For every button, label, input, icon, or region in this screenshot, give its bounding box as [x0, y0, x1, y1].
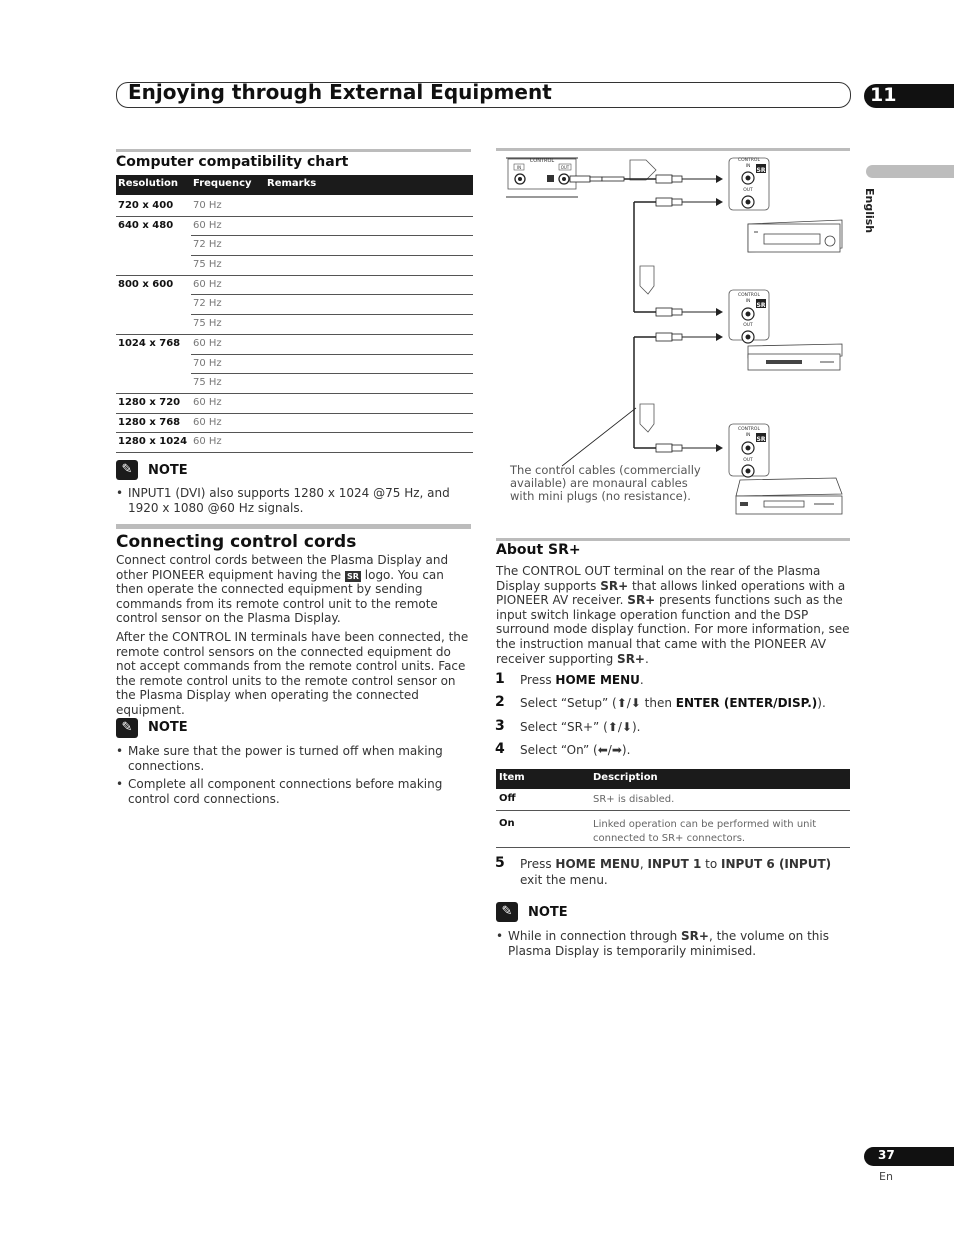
note-label: NOTE: [148, 720, 188, 735]
compat-heading: Computer compatibility chart: [116, 154, 349, 170]
note-bullet: • INPUT1 (DVI) also supports 1280 x 1024 @75 Hz, and 1920 x 1080 @60 Hz signals.: [116, 486, 450, 515]
resolution-cell: 800 x 600: [118, 278, 174, 290]
table-row: [116, 295, 473, 315]
page-number: 37: [878, 1148, 895, 1162]
cable-4: [656, 444, 723, 452]
sr-logo: SR: [756, 436, 766, 443]
step-text: Select “On” (⬅/➡).: [520, 743, 631, 757]
col-frequency: Frequency: [193, 178, 252, 189]
panel-in-label: IN: [516, 165, 522, 170]
device-out-label: OUT: [743, 323, 753, 328]
table-row: [116, 394, 473, 414]
frequency-cell: 60 Hz: [193, 396, 222, 408]
arrow-up-down-icon: ⬆/⬇: [607, 720, 632, 734]
arrow-left-right-icon: ⬅/➡: [597, 743, 622, 757]
cable-2: [634, 198, 723, 312]
plasma-control-panel: [506, 158, 578, 197]
frequency-cell: 75 Hz: [193, 259, 222, 271]
panel-out-label: OUT: [560, 165, 570, 170]
about-paragraph: The CONTROL OUT terminal on the rear of the Plasma Display supports SR+ that allows linked operations with a PIONEER AV receiver. SR+ presents functions such as the input switch linkage operation function and the DSP surround mode display function. For more information, see the instruction manual that came with the PIONEER AV receiver supporting SR+.: [496, 564, 850, 666]
col-item: Item: [499, 772, 525, 783]
language-label: English: [863, 188, 876, 234]
table-row: [116, 335, 473, 355]
resolution-cell: 1024 x 768: [118, 337, 181, 349]
diagram-caption: The control cables (commercially available) are monaural cables with mini plugs (no resistance).: [510, 463, 701, 503]
section-rule: [116, 149, 471, 152]
table-row: On Linked operation can be performed with unit connected to SR+ connectors.: [496, 814, 850, 848]
page-lang: En: [879, 1170, 893, 1183]
sr-settings-table: [496, 769, 850, 848]
device-control-label: CONTROL: [738, 427, 760, 432]
connecting-heading: Connecting control cords: [116, 532, 357, 552]
frequency-cell: 70 Hz: [193, 200, 222, 211]
device-1-connectors: [729, 157, 769, 210]
resolution-cell: 1280 x 1024: [118, 436, 188, 448]
sr-logo: SR: [756, 167, 766, 174]
sr-table-header: [496, 769, 850, 789]
step-number: 3: [495, 718, 505, 734]
table-row: [116, 374, 473, 394]
step-text: Select “Setup” (⬆/⬇ then ENTER (ENTER/DISP.)).: [520, 696, 826, 710]
col-remarks: Remarks: [267, 178, 317, 189]
compat-table: [116, 175, 473, 453]
frequency-cell: 75 Hz: [193, 377, 222, 389]
connecting-paragraph-1: Connect control cords between the Plasma Display and other PIONEER equipment having the SR logo. You can then operate the connected equipment by sending commands from its remote control unit to the remote control sensor on the Plasma Display.: [116, 553, 449, 626]
step-number: 5: [495, 855, 505, 871]
about-heading: About SR+: [496, 542, 581, 558]
device-out-label: OUT: [743, 458, 753, 463]
resolution-cell: 1280 x 720: [118, 396, 181, 408]
resolution-cell: 1280 x 768: [118, 416, 181, 428]
table-row: [116, 256, 473, 276]
device-control-label: CONTROL: [738, 158, 760, 163]
cd-recorder-drawing: [736, 478, 842, 514]
step-text: Press HOME MENU, INPUT 1 to INPUT 6 (INPUT) exit the menu.: [520, 857, 832, 887]
table-row: [116, 236, 473, 256]
arrow-up-down-icon: ⬆/⬇: [616, 696, 641, 710]
section-rule: [496, 538, 850, 541]
frequency-cell: 75 Hz: [193, 318, 222, 330]
table-row: Off SR+ is disabled.: [496, 789, 850, 811]
device-control-label: CONTROL: [738, 293, 760, 298]
device-in-label: IN: [745, 164, 751, 169]
sr-logo-inline: SR: [347, 571, 359, 581]
device-3-connectors: [729, 424, 769, 477]
device-2-connectors: [729, 290, 769, 343]
language-tab: [866, 165, 954, 178]
note-bullet: • While in connection through SR+, the volume on this Plasma Display is temporarily minimised.: [496, 929, 830, 958]
step-text: Press HOME MENU.: [520, 673, 644, 687]
step-text: Select “SR+” (⬆/⬇).: [520, 720, 641, 734]
note-label: NOTE: [528, 905, 568, 920]
device-out-label: OUT: [743, 188, 753, 193]
note-label: NOTE: [148, 463, 188, 478]
col-resolution: Resolution: [118, 178, 179, 189]
resolution-cell: 640 x 480: [118, 219, 174, 231]
frequency-cell: 70 Hz: [193, 357, 222, 369]
note-bullet: • Complete all component connections before making control cord connections.: [116, 777, 443, 806]
compat-table-header: [116, 175, 473, 195]
table-row: [116, 197, 473, 217]
frequency-cell: 72 Hz: [193, 239, 222, 251]
frequency-cell: 60 Hz: [193, 278, 222, 290]
av-receiver-drawing: [748, 220, 842, 252]
table-row: [116, 433, 473, 453]
page-title: Enjoying through External Equipment: [128, 80, 552, 104]
table-row: [116, 315, 473, 335]
device-in-label: IN: [745, 433, 751, 438]
frequency-cell: 60 Hz: [193, 337, 222, 349]
note-icon: ✎: [116, 718, 138, 738]
sr-logo: SR: [756, 302, 766, 309]
table-row: [116, 355, 473, 375]
step-number: 1: [495, 671, 505, 687]
frequency-cell: 60 Hz: [193, 219, 222, 231]
table-row: [116, 414, 473, 434]
connecting-paragraph-2: After the CONTROL IN terminals have been connected, the remote control sensors on the connected equipment do not accept commands from the remote control units. Face the remote control units to the remote control sensor on the Plasma Display when operating the connected equipment.: [116, 630, 469, 717]
table-row: [116, 276, 473, 296]
col-description: Description: [593, 772, 658, 783]
chapter-number: 11: [870, 84, 897, 106]
frequency-cell: 60 Hz: [193, 436, 222, 448]
compat-table-body: [116, 197, 473, 453]
step-number: 4: [495, 741, 505, 757]
note-icon: ✎: [496, 902, 518, 922]
note-icon: ✎: [116, 460, 138, 480]
dvd-player-drawing: [748, 344, 842, 370]
frequency-cell: 60 Hz: [193, 416, 222, 428]
section-rule: [116, 524, 471, 529]
resolution-cell: 720 x 400: [118, 200, 174, 211]
note-bullet: • Make sure that the power is turned off when making connections.: [116, 744, 443, 773]
step-number: 2: [495, 694, 505, 710]
frequency-cell: 72 Hz: [193, 298, 222, 310]
table-row: [116, 217, 473, 237]
device-in-label: IN: [745, 299, 751, 304]
panel-control-label: CONTROL: [529, 158, 555, 164]
